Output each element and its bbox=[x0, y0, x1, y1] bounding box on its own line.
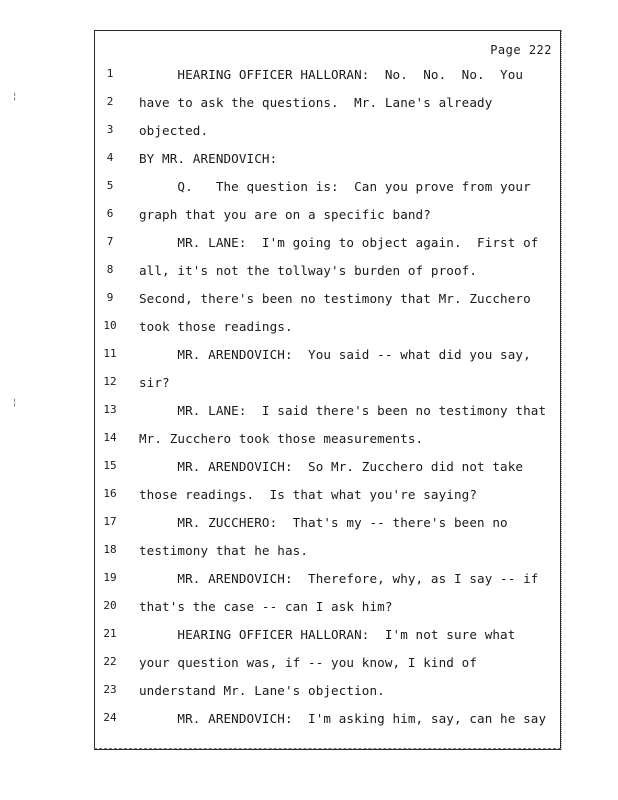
transcript-line bbox=[95, 543, 560, 571]
transcript-line bbox=[95, 627, 560, 655]
line-number: 6 bbox=[106, 207, 114, 220]
transcript-line bbox=[95, 487, 560, 515]
margin-tick-icon: ¦ bbox=[12, 398, 18, 408]
transcript-line bbox=[95, 67, 560, 95]
line-number: 20 bbox=[103, 599, 117, 612]
line-number: 19 bbox=[103, 571, 117, 584]
line-text: MR. ZUCCHERO: That's my -- there's been no bbox=[139, 515, 508, 530]
line-text: MR. ARENDOVICH: I'm asking him, say, can he say bbox=[139, 711, 547, 726]
transcript-line bbox=[95, 375, 560, 403]
transcript-line bbox=[95, 207, 560, 235]
transcript-line bbox=[95, 179, 560, 207]
line-text: HEARING OFFICER HALLORAN: I'm not sure what bbox=[139, 627, 516, 642]
line-text: understand Mr. Lane's objection. bbox=[139, 683, 385, 698]
transcript-line bbox=[95, 515, 560, 543]
transcript-line bbox=[95, 263, 560, 291]
transcript-line bbox=[95, 403, 560, 431]
line-text: objected. bbox=[139, 123, 209, 138]
line-text: MR. ARENDOVICH: You said -- what did you say, bbox=[139, 347, 531, 362]
line-text: MR. ARENDOVICH: So Mr. Zucchero did not take bbox=[139, 459, 524, 474]
transcript-page bbox=[94, 30, 561, 750]
line-number: 18 bbox=[103, 543, 117, 556]
transcript-line bbox=[95, 459, 560, 487]
line-number: 5 bbox=[106, 179, 114, 192]
line-number: 21 bbox=[103, 627, 117, 640]
line-text: BY MR. ARENDOVICH: bbox=[139, 151, 278, 166]
line-text: MR. LANE: I said there's been no testimony that bbox=[139, 403, 547, 418]
transcript-line bbox=[95, 235, 560, 263]
line-number: 24 bbox=[103, 711, 117, 724]
line-text: graph that you are on a specific band? bbox=[139, 207, 431, 222]
transcript-line bbox=[95, 95, 560, 123]
transcript-line bbox=[95, 123, 560, 151]
transcript-line bbox=[95, 711, 560, 739]
transcript-line bbox=[95, 431, 560, 459]
line-text: took those readings. bbox=[139, 319, 293, 334]
line-text: testimony that he has. bbox=[139, 543, 309, 558]
right-margin-rule bbox=[561, 30, 563, 750]
transcript-line bbox=[95, 319, 560, 347]
line-number: 1 bbox=[106, 67, 114, 80]
transcript-line bbox=[95, 291, 560, 319]
transcript-line bbox=[95, 571, 560, 599]
line-number: 15 bbox=[103, 459, 117, 472]
transcript-line bbox=[95, 655, 560, 683]
line-number: 7 bbox=[106, 235, 114, 248]
line-number: 10 bbox=[103, 319, 117, 332]
line-text: that's the case -- can I ask him? bbox=[139, 599, 393, 614]
line-number: 11 bbox=[103, 347, 117, 360]
line-text: all, it's not the tollway's burden of proof. bbox=[139, 263, 478, 278]
line-text: your question was, if -- you know, I kind of bbox=[139, 655, 478, 670]
line-text: those readings. Is that what you're saying? bbox=[139, 487, 478, 502]
transcript-line bbox=[95, 151, 560, 179]
transcript-line bbox=[95, 599, 560, 627]
line-number: 2 bbox=[106, 95, 114, 108]
line-number: 14 bbox=[103, 431, 117, 444]
line-number: 16 bbox=[103, 487, 117, 500]
line-number: 9 bbox=[106, 291, 114, 304]
line-number: 8 bbox=[106, 263, 114, 276]
line-number: 22 bbox=[103, 655, 117, 668]
line-text: HEARING OFFICER HALLORAN: No. No. No. You bbox=[139, 67, 524, 82]
line-text: MR. LANE: I'm going to object again. First of bbox=[139, 235, 539, 250]
line-text: have to ask the questions. Mr. Lane's already bbox=[139, 95, 493, 110]
line-number: 17 bbox=[103, 515, 117, 528]
line-number: 13 bbox=[103, 403, 117, 416]
line-text: Q. The question is: Can you prove from your bbox=[139, 179, 531, 194]
margin-tick-icon: ¦ bbox=[12, 92, 18, 102]
line-text: MR. ARENDOVICH: Therefore, why, as I say -- if bbox=[139, 571, 539, 586]
bottom-margin-rule bbox=[94, 748, 561, 751]
line-number: 4 bbox=[106, 151, 114, 164]
transcript-line bbox=[95, 347, 560, 375]
line-number: 3 bbox=[106, 123, 114, 136]
transcript-line bbox=[95, 683, 560, 711]
line-text: Second, there's been no testimony that Mr. Zucchero bbox=[139, 291, 531, 306]
line-number: 12 bbox=[103, 375, 117, 388]
line-text: sir? bbox=[139, 375, 170, 390]
line-number: 23 bbox=[103, 683, 117, 696]
page-number: Page 222 bbox=[490, 43, 552, 57]
line-text: Mr. Zucchero took those measurements. bbox=[139, 431, 424, 446]
